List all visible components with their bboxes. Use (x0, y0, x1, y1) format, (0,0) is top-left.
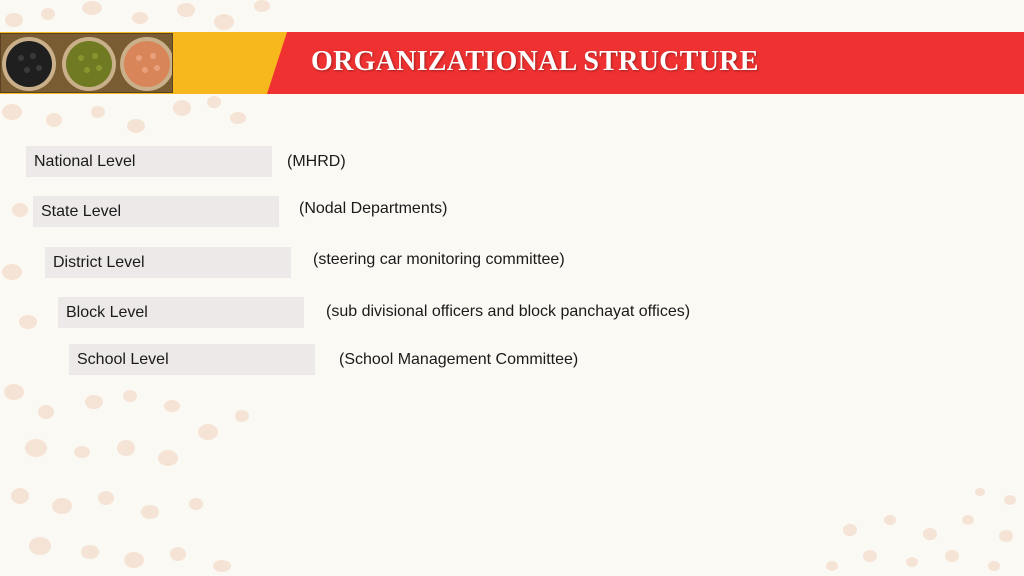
level-description-block: (sub divisional officers and block panchayat offices) (326, 303, 691, 320)
level-label: State Level (41, 203, 122, 220)
level-box-block (58, 297, 304, 328)
level-description-state: (Nodal Departments) (299, 200, 448, 217)
level-box-school (69, 344, 315, 375)
level-label: School Level (77, 351, 169, 368)
level-box-national (26, 146, 272, 177)
level-label: District Level (53, 254, 145, 271)
grain-bowls-image (0, 33, 173, 93)
level-description-school: (School Management Committee) (339, 351, 579, 368)
level-label: Block Level (66, 304, 148, 321)
level-description-district: (steering car monitoring committee) (313, 251, 565, 268)
level-box-state (33, 196, 279, 227)
level-label: National Level (34, 153, 136, 170)
page-title: ORGANIZATIONAL STRUCTURE (311, 46, 759, 77)
level-description-national: (MHRD) (287, 153, 346, 170)
level-box-district (45, 247, 291, 278)
